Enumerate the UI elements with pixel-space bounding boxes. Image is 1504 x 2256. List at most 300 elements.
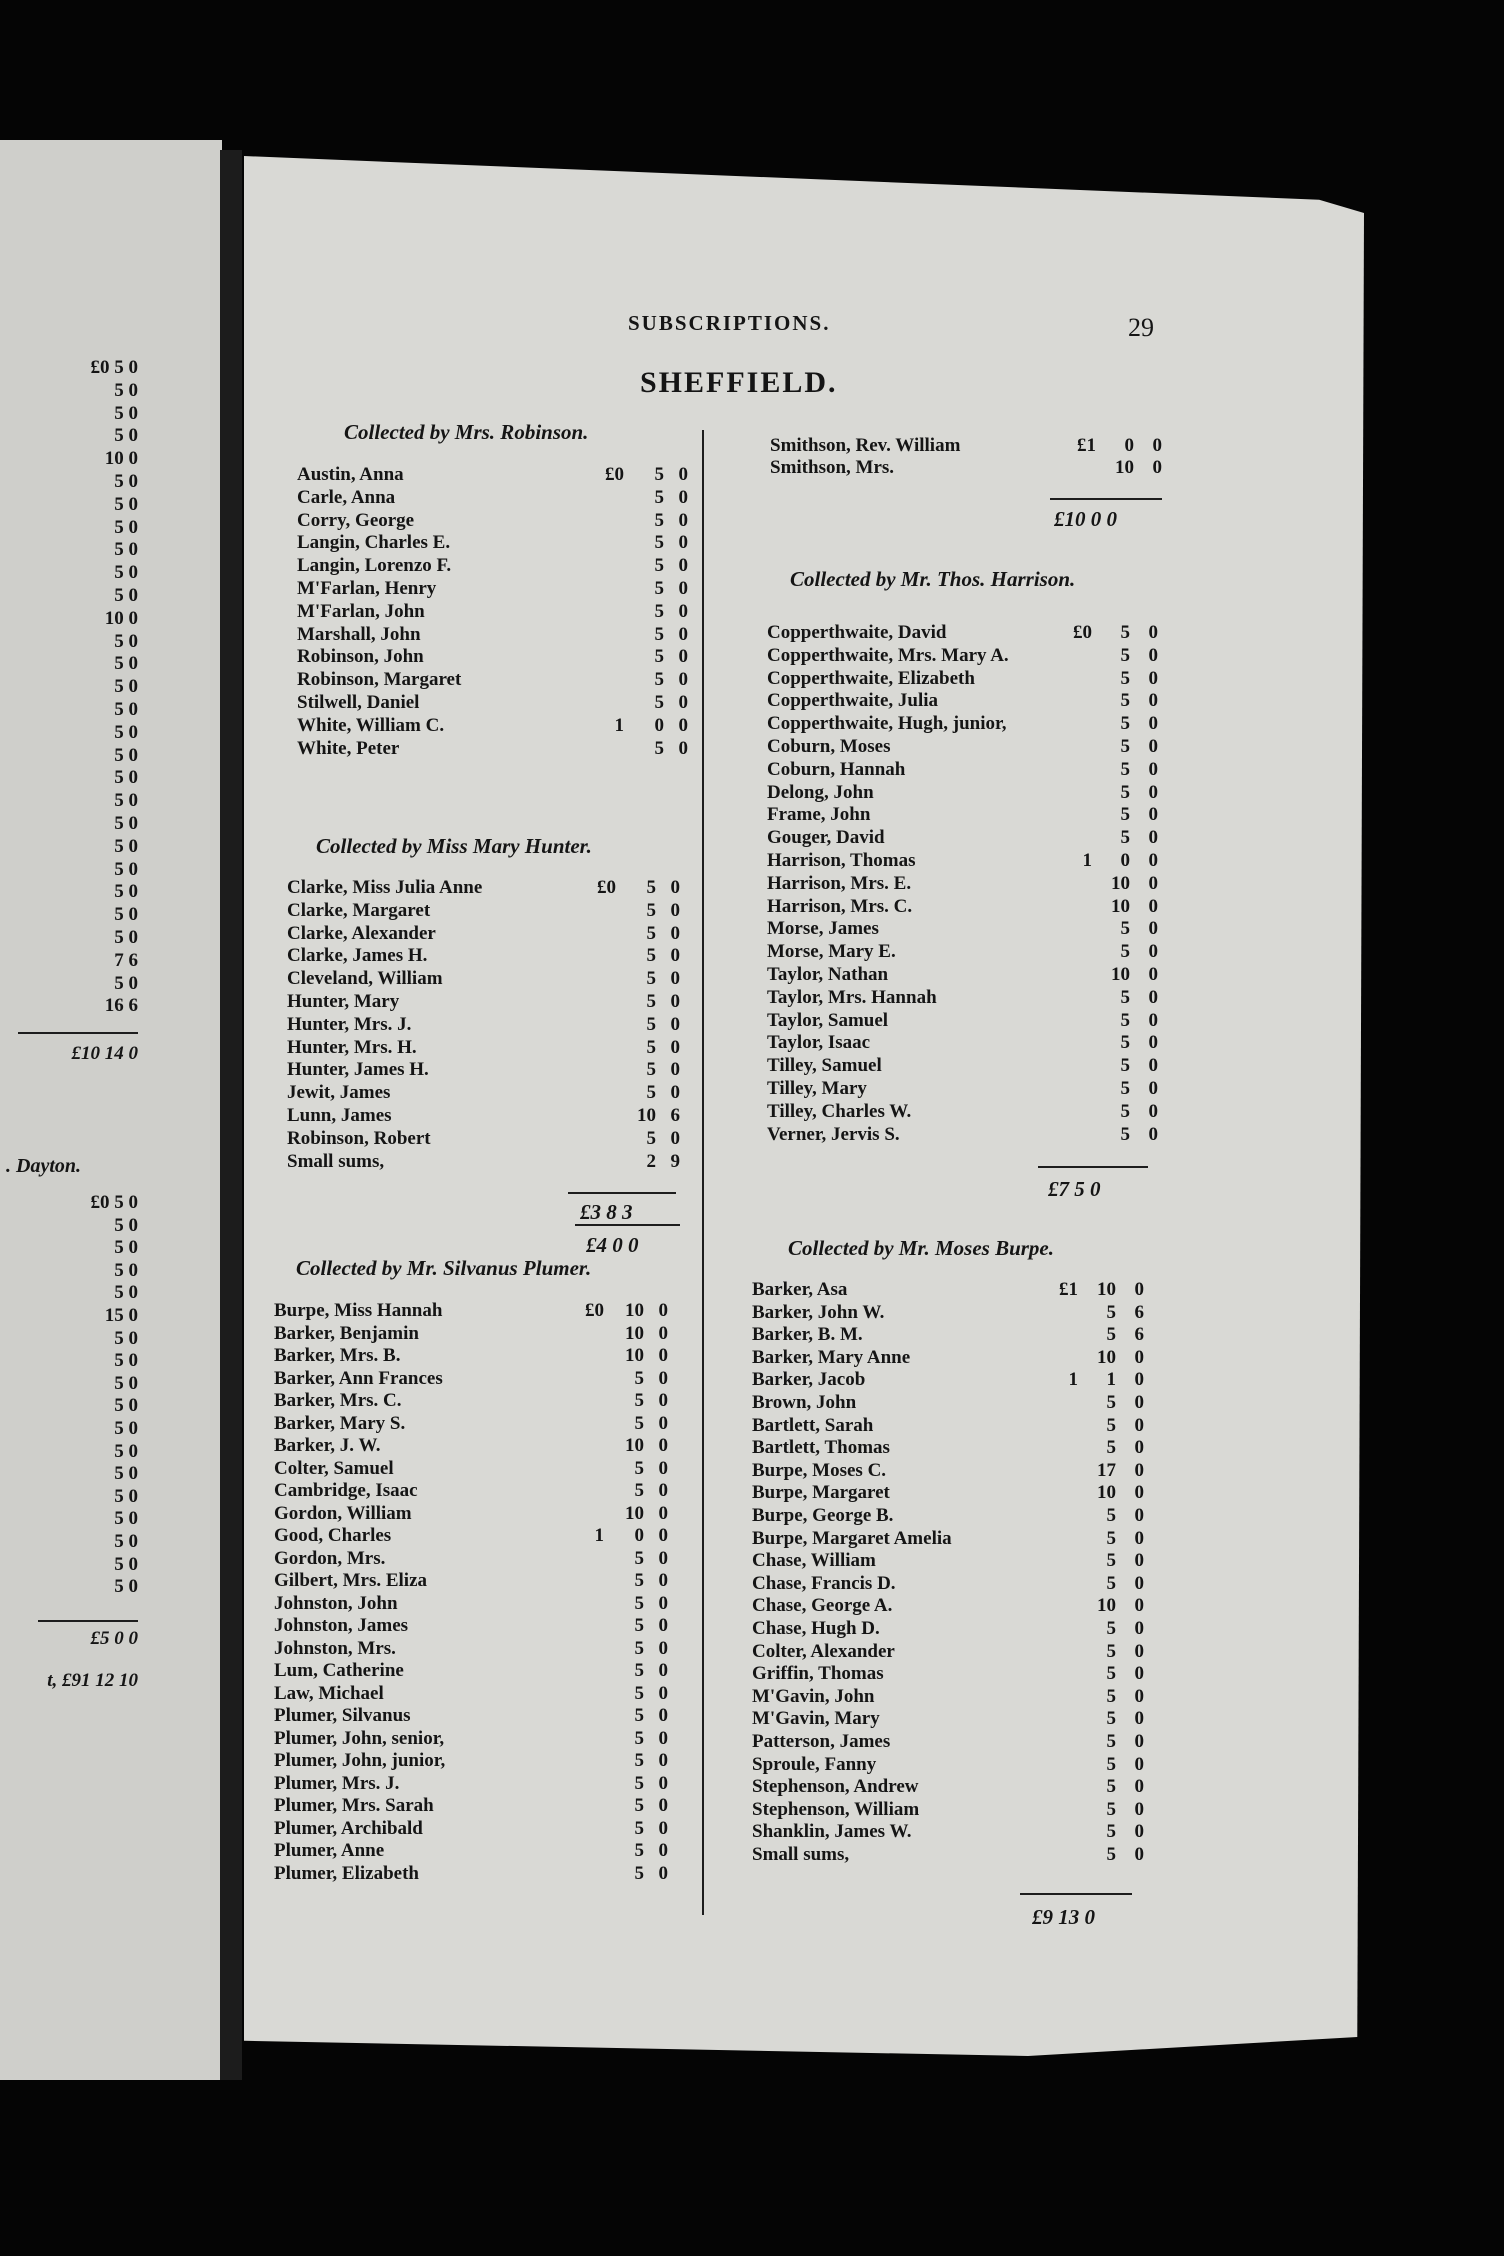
subscriber-row bbox=[767, 713, 1162, 735]
left-page-row bbox=[18, 790, 138, 813]
collector-heading: Collected by Mr. Moses Burpe. bbox=[788, 1236, 1054, 1260]
shillings-amount: 5 bbox=[1120, 1032, 1130, 1054]
subscriber-row bbox=[287, 1151, 684, 1173]
pence-amount: 0 bbox=[678, 555, 688, 577]
subscriber-name: Plumer, Archibald bbox=[274, 1817, 423, 1839]
shillings-amount: 5 bbox=[634, 1570, 644, 1591]
shillings-amount: 5 bbox=[1106, 1414, 1116, 1436]
left-page-row bbox=[18, 813, 138, 836]
left-page-row bbox=[18, 1192, 138, 1215]
block-total: £10 0 0 bbox=[1054, 507, 1117, 531]
subscriber-row bbox=[767, 850, 1162, 872]
amount: 7 6 bbox=[114, 949, 138, 971]
left-page-row bbox=[18, 927, 138, 950]
subscriber-name: Austin, Anna bbox=[297, 464, 404, 485]
pounds-amount: £0 bbox=[585, 1300, 604, 1321]
shillings-amount: 5 bbox=[646, 922, 656, 944]
total-rule bbox=[1050, 498, 1162, 500]
subscriber-name: Robinson, Margaret bbox=[297, 669, 462, 691]
subscriber-name: Burpe, Moses C. bbox=[752, 1459, 887, 1481]
shillings-amount: 5 bbox=[1120, 918, 1130, 940]
subscriber-name: Plumer, Mrs. J. bbox=[274, 1772, 400, 1794]
amount: 5 0 bbox=[114, 1418, 138, 1439]
subscriber-row bbox=[767, 896, 1162, 918]
amount: 5 0 bbox=[114, 471, 138, 492]
amount: 5 0 bbox=[114, 1440, 138, 1462]
subscriber-name: Sproule, Fanny bbox=[752, 1753, 877, 1775]
pence-amount: 0 bbox=[1148, 736, 1158, 757]
shillings-amount: 10 bbox=[1097, 1346, 1116, 1368]
shillings-amount: 10 bbox=[1097, 1482, 1116, 1504]
pence-amount: 0 bbox=[1148, 964, 1158, 985]
subscriber-name: Taylor, Samuel bbox=[767, 1009, 889, 1031]
subscriber-row bbox=[274, 1863, 672, 1885]
pence-amount: 0 bbox=[1148, 781, 1158, 803]
left-page-row bbox=[18, 1260, 138, 1283]
total-rule bbox=[1020, 1893, 1132, 1895]
shillings-amount: 5 bbox=[654, 600, 664, 622]
subscriber-row bbox=[297, 646, 692, 668]
subscriber-name: Burpe, Miss Hannah bbox=[274, 1300, 443, 1321]
subscriber-row bbox=[297, 464, 692, 486]
subscriber-name: Burpe, Margaret Amelia bbox=[752, 1527, 952, 1549]
amount: t, £91 12 10 bbox=[47, 1670, 138, 1691]
shillings-amount: 10 bbox=[1097, 1595, 1116, 1617]
shillings-amount: 5 bbox=[634, 1772, 644, 1794]
shillings-amount: 5 bbox=[1106, 1753, 1116, 1775]
pence-amount: 0 bbox=[1134, 1550, 1144, 1572]
subscriber-name: Griffin, Thomas bbox=[752, 1663, 884, 1685]
subscriber-row bbox=[752, 1821, 1148, 1843]
amount: 5 0 bbox=[114, 835, 138, 857]
shillings-amount: 5 bbox=[1106, 1798, 1116, 1820]
subscriber-row bbox=[767, 804, 1162, 826]
shillings-amount: 5 bbox=[634, 1412, 644, 1434]
left-page-heading: . Dayton. bbox=[6, 1155, 81, 1177]
shillings-amount: 5 bbox=[1120, 736, 1130, 757]
shillings-amount: 5 bbox=[654, 669, 664, 691]
left-page-row bbox=[18, 608, 138, 631]
shillings-amount: 10 bbox=[1111, 964, 1130, 985]
subscriber-row bbox=[752, 1754, 1148, 1776]
pence-amount: 0 bbox=[678, 714, 688, 736]
shillings-amount: 5 bbox=[634, 1862, 644, 1884]
pence-amount: 0 bbox=[1148, 622, 1158, 643]
amount: 5 0 bbox=[114, 1485, 138, 1507]
subscriber-name: Langin, Charles E. bbox=[297, 532, 451, 554]
pence-amount: 0 bbox=[1134, 1369, 1144, 1391]
pence-amount: 0 bbox=[1148, 1078, 1158, 1099]
subscriber-name: Robinson, John bbox=[297, 646, 424, 668]
left-page-row bbox=[18, 1441, 138, 1464]
pounds-amount: £1 bbox=[1059, 1279, 1078, 1300]
subscriber-name: Plumer, Elizabeth bbox=[274, 1862, 419, 1884]
block-total: £4 0 0 bbox=[586, 1233, 639, 1257]
subscriber-row bbox=[767, 1032, 1162, 1054]
shillings-amount: 5 bbox=[1106, 1505, 1116, 1526]
subscriber-name: Barker, John W. bbox=[752, 1301, 885, 1323]
left-page-row bbox=[18, 1576, 138, 1599]
left-page-row bbox=[18, 1237, 138, 1260]
subscriber-row bbox=[752, 1731, 1148, 1753]
shillings-amount: 5 bbox=[646, 877, 656, 898]
shillings-amount: 5 bbox=[646, 968, 656, 990]
subscriber-row bbox=[767, 782, 1162, 804]
amount: 5 0 bbox=[114, 653, 138, 675]
pence-amount: 0 bbox=[1134, 1527, 1144, 1549]
shillings-amount: 10 bbox=[1111, 895, 1130, 917]
pounds-amount: 1 bbox=[1068, 1369, 1078, 1391]
pence-amount: 0 bbox=[1148, 827, 1158, 849]
pence-amount: 0 bbox=[670, 1082, 680, 1104]
pence-amount: 0 bbox=[1134, 1572, 1144, 1594]
subscriber-row bbox=[287, 945, 684, 967]
shillings-amount: 5 bbox=[1120, 622, 1130, 643]
shillings-amount: 5 bbox=[1120, 941, 1130, 963]
subscriber-row bbox=[274, 1593, 672, 1615]
subscriber-name: Law, Michael bbox=[274, 1682, 384, 1704]
amount: 5 0 bbox=[114, 1214, 138, 1236]
left-page-row bbox=[18, 1305, 138, 1328]
shillings-amount: 5 bbox=[654, 737, 664, 759]
subscriber-name: White, Peter bbox=[297, 737, 400, 759]
left-page-row bbox=[18, 1554, 138, 1577]
left-page-row bbox=[18, 653, 138, 676]
subscriber-name: Morse, James bbox=[767, 918, 879, 940]
shillings-amount: 5 bbox=[1120, 827, 1130, 849]
subscriber-row bbox=[274, 1773, 672, 1795]
pence-amount: 0 bbox=[670, 991, 680, 1012]
left-page-row bbox=[18, 448, 138, 471]
left-page-row bbox=[18, 1463, 138, 1486]
subscriber-name: Chase, Hugh D. bbox=[752, 1618, 880, 1639]
pence-amount: 0 bbox=[1148, 1032, 1158, 1054]
subscriber-name: Barker, Mrs. B. bbox=[274, 1345, 401, 1366]
amount: 5 0 bbox=[114, 1350, 138, 1372]
pence-amount: 0 bbox=[658, 1862, 668, 1884]
subscriber-row bbox=[297, 715, 692, 737]
pounds-amount: £1 bbox=[1077, 435, 1096, 456]
total-rule bbox=[568, 1192, 676, 1194]
shillings-amount: 5 bbox=[634, 1480, 644, 1501]
subscriber-name: Stephenson, William bbox=[752, 1798, 920, 1820]
subscriber-name: Johnston, James bbox=[274, 1615, 409, 1636]
shillings-amount: 5 bbox=[1120, 1123, 1130, 1145]
pence-amount: 0 bbox=[658, 1322, 668, 1344]
subscriber-name: Clarke, Margaret bbox=[287, 899, 431, 921]
pence-amount: 0 bbox=[1148, 1055, 1158, 1077]
left-page-row bbox=[18, 1282, 138, 1305]
left-page-row bbox=[18, 699, 138, 722]
place-heading: SHEFFIELD. bbox=[640, 366, 838, 399]
page-number: 29 bbox=[1128, 313, 1154, 342]
subscriber-row bbox=[752, 1618, 1148, 1640]
pounds-amount: £0 bbox=[597, 877, 616, 898]
subscriber-name: Hunter, James H. bbox=[287, 1059, 429, 1081]
shillings-amount: 5 bbox=[1106, 1618, 1116, 1639]
subscriber-name: Copperthwaite, Julia bbox=[767, 690, 938, 712]
pence-amount: 0 bbox=[658, 1682, 668, 1704]
subscriber-row bbox=[752, 1528, 1148, 1550]
left-page-row bbox=[18, 1328, 138, 1351]
subscriber-row bbox=[752, 1595, 1148, 1617]
shillings-amount: 5 bbox=[1106, 1731, 1116, 1752]
amount: 5 0 bbox=[114, 1553, 138, 1575]
subscriber-row bbox=[274, 1345, 672, 1367]
subscriber-name: M'Farlan, Henry bbox=[297, 578, 437, 599]
pence-amount: 0 bbox=[658, 1615, 668, 1636]
subscriber-row bbox=[767, 941, 1162, 963]
total-rule bbox=[1038, 1166, 1148, 1168]
subscriber-name: Clarke, Miss Julia Anne bbox=[287, 877, 483, 898]
subscriber-row bbox=[297, 738, 692, 760]
subscriber-row bbox=[274, 1705, 672, 1727]
subscriber-row bbox=[287, 991, 684, 1013]
pence-amount: 0 bbox=[658, 1705, 668, 1726]
subscriber-name: Johnston, John bbox=[274, 1592, 398, 1614]
subscriber-name: White, William C. bbox=[297, 714, 445, 736]
pence-amount: 0 bbox=[670, 1013, 680, 1035]
pence-amount: 0 bbox=[658, 1390, 668, 1411]
left-page-row bbox=[18, 357, 138, 380]
pence-amount: 0 bbox=[658, 1840, 668, 1861]
pence-amount: 0 bbox=[1134, 1392, 1144, 1413]
left-page-row bbox=[18, 1418, 138, 1441]
subscriber-name: Jewit, James bbox=[287, 1082, 391, 1104]
pence-amount: 0 bbox=[658, 1592, 668, 1614]
subscriber-row bbox=[752, 1437, 1148, 1459]
shillings-amount: 5 bbox=[1120, 1100, 1130, 1122]
subscriber-row bbox=[274, 1818, 672, 1840]
shillings-amount: 5 bbox=[1120, 758, 1130, 780]
subscriber-row bbox=[274, 1435, 672, 1457]
subscriber-row bbox=[274, 1323, 672, 1345]
shillings-amount: 5 bbox=[654, 555, 664, 577]
subscriber-name: Harrison, Mrs. C. bbox=[767, 895, 913, 917]
pence-amount: 0 bbox=[658, 1457, 668, 1479]
amount: 10 0 bbox=[104, 448, 138, 470]
shillings-amount: 10 bbox=[1111, 872, 1130, 894]
pence-amount: 0 bbox=[678, 578, 688, 599]
subscriber-row bbox=[767, 873, 1162, 895]
amount: 5 0 bbox=[114, 972, 138, 994]
amount: 5 0 bbox=[114, 539, 138, 561]
amount: 5 0 bbox=[114, 790, 138, 812]
pence-amount: 0 bbox=[670, 922, 680, 944]
subscriber-name: Verner, Jervis S. bbox=[767, 1123, 900, 1145]
amount: £5 0 0 bbox=[90, 1628, 138, 1649]
subscriber-name: Tilley, Charles W. bbox=[767, 1100, 912, 1122]
subscriber-name: Small sums, bbox=[287, 1150, 385, 1172]
pence-amount: 0 bbox=[1134, 1821, 1144, 1843]
subscriber-name: Robinson, Robert bbox=[287, 1127, 431, 1149]
pence-amount: 0 bbox=[1148, 1123, 1158, 1145]
subscriber-row bbox=[767, 964, 1162, 986]
subscriber-row bbox=[297, 624, 692, 646]
total-rule bbox=[38, 1620, 138, 1622]
subscriber-row bbox=[770, 457, 1166, 479]
subscriber-row bbox=[297, 669, 692, 691]
amount: 5 0 bbox=[114, 585, 138, 606]
left-page-row bbox=[18, 904, 138, 927]
shillings-amount: 5 bbox=[1106, 1392, 1116, 1413]
subscriber-name: Lunn, James bbox=[287, 1105, 392, 1126]
collector-heading: Collected by Mr. Thos. Harrison. bbox=[790, 567, 1076, 591]
left-page-row bbox=[18, 585, 138, 608]
subscriber-name: Barker, Mary Anne bbox=[752, 1346, 911, 1368]
subscriber-name: Cambridge, Isaac bbox=[274, 1480, 418, 1501]
subscriber-row bbox=[287, 1014, 684, 1036]
subscriber-row bbox=[767, 1101, 1162, 1123]
shillings-amount: 10 bbox=[625, 1435, 644, 1456]
pence-amount: 0 bbox=[658, 1300, 668, 1321]
amount: 5 0 bbox=[114, 881, 138, 903]
shillings-amount: 5 bbox=[646, 1082, 656, 1104]
shillings-amount: 5 bbox=[634, 1682, 644, 1704]
shillings-amount: 5 bbox=[1106, 1844, 1116, 1865]
subscriber-row bbox=[752, 1392, 1148, 1414]
subscriber-name: Hunter, Mrs. J. bbox=[287, 1013, 412, 1035]
left-page-row bbox=[18, 995, 138, 1018]
left-page-row bbox=[18, 471, 138, 494]
shillings-amount: 5 bbox=[646, 991, 656, 1012]
shillings-amount: 2 bbox=[646, 1150, 656, 1172]
subscriber-row bbox=[274, 1458, 672, 1480]
amount: 5 0 bbox=[114, 858, 138, 880]
pence-amount: 0 bbox=[678, 737, 688, 759]
shillings-amount: 5 bbox=[1120, 781, 1130, 803]
subscriber-row bbox=[752, 1708, 1148, 1730]
subscriber-row bbox=[297, 532, 692, 554]
left-page-row bbox=[18, 859, 138, 882]
subscriber-row bbox=[767, 759, 1162, 781]
pence-amount: 0 bbox=[1148, 872, 1158, 894]
subscriber-row bbox=[274, 1638, 672, 1660]
subscriber-row bbox=[297, 487, 692, 509]
shillings-amount: 0 bbox=[1124, 435, 1134, 456]
shillings-amount: 5 bbox=[634, 1840, 644, 1861]
subscriber-name: Delong, John bbox=[767, 781, 874, 803]
pence-amount: 0 bbox=[670, 968, 680, 990]
left-page-row bbox=[18, 881, 138, 904]
shillings-amount: 10 bbox=[625, 1502, 644, 1524]
pence-amount: 0 bbox=[678, 509, 688, 531]
shillings-amount: 5 bbox=[1106, 1437, 1116, 1459]
amount: 5 0 bbox=[114, 1327, 138, 1349]
shillings-amount: 5 bbox=[1120, 1009, 1130, 1031]
pence-amount: 0 bbox=[1134, 1505, 1144, 1526]
subscriber-row bbox=[752, 1279, 1148, 1301]
block-total: £9 13 0 bbox=[1032, 1905, 1095, 1929]
subscriber-row bbox=[767, 827, 1162, 849]
subscriber-name: Cleveland, William bbox=[287, 968, 443, 990]
subscriber-name: Barker, Asa bbox=[752, 1279, 848, 1300]
shillings-amount: 5 bbox=[634, 1795, 644, 1816]
shillings-amount: 5 bbox=[634, 1817, 644, 1839]
pence-amount: 9 bbox=[670, 1150, 680, 1172]
subscriber-row bbox=[287, 1082, 684, 1104]
subscriber-name: Barker, Mrs. C. bbox=[274, 1390, 402, 1411]
shillings-amount: 5 bbox=[1106, 1640, 1116, 1662]
pence-amount: 0 bbox=[670, 945, 680, 967]
left-page-total bbox=[18, 1043, 138, 1066]
pounds-amount: £0 bbox=[1073, 622, 1092, 643]
subscriber-row bbox=[274, 1795, 672, 1817]
pence-amount: 0 bbox=[1134, 1618, 1144, 1639]
block-total: £7 5 0 bbox=[1048, 1177, 1101, 1201]
subscriber-row bbox=[274, 1413, 672, 1435]
shillings-amount: 5 bbox=[1120, 713, 1130, 735]
subscriber-name: Clarke, Alexander bbox=[287, 922, 436, 944]
subscriber-row bbox=[287, 968, 684, 990]
shillings-amount: 5 bbox=[634, 1547, 644, 1569]
subscriber-name: Morse, Mary E. bbox=[767, 941, 896, 963]
left-page-row bbox=[18, 562, 138, 585]
pence-amount: 0 bbox=[1134, 1663, 1144, 1685]
amount: 5 0 bbox=[114, 1463, 138, 1485]
subscriber-name: M'Gavin, Mary bbox=[752, 1708, 880, 1730]
subscriber-row bbox=[297, 692, 692, 714]
shillings-amount: 5 bbox=[646, 945, 656, 967]
pounds-amount: 1 bbox=[614, 714, 624, 736]
shillings-amount: 5 bbox=[654, 646, 664, 668]
subscriber-row bbox=[297, 555, 692, 577]
subscriber-row bbox=[297, 578, 692, 600]
pence-amount: 0 bbox=[678, 646, 688, 668]
shillings-amount: 1 bbox=[1106, 1369, 1116, 1391]
subscriber-name: Chase, William bbox=[752, 1550, 876, 1572]
left-page-row bbox=[18, 1531, 138, 1554]
subscriber-row bbox=[752, 1415, 1148, 1437]
left-page-row bbox=[18, 631, 138, 654]
pence-amount: 0 bbox=[1148, 941, 1158, 963]
subscriber-name: Stilwell, Daniel bbox=[297, 692, 420, 713]
subscriber-name: Copperthwaite, Hugh, junior, bbox=[767, 713, 1007, 735]
subscriber-name: Plumer, John, senior, bbox=[274, 1727, 445, 1749]
subscriber-row bbox=[767, 1078, 1162, 1100]
collector-heading: Collected by Mr. Silvanus Plumer. bbox=[296, 1256, 592, 1280]
subscriber-name: Colter, Alexander bbox=[752, 1640, 895, 1662]
shillings-amount: 5 bbox=[1106, 1708, 1116, 1730]
pence-amount: 0 bbox=[1148, 690, 1158, 712]
pence-amount: 0 bbox=[658, 1637, 668, 1659]
subscriber-row bbox=[287, 923, 684, 945]
subscriber-name: Tilley, Samuel bbox=[767, 1055, 882, 1077]
pence-amount: 0 bbox=[670, 1059, 680, 1081]
pounds-amount: 1 bbox=[1082, 850, 1092, 871]
subscriber-row bbox=[287, 1128, 684, 1150]
pence-amount: 0 bbox=[678, 623, 688, 645]
subscriber-row bbox=[274, 1615, 672, 1637]
subscriber-name: Gordon, Mrs. bbox=[274, 1547, 386, 1569]
shillings-amount: 5 bbox=[654, 509, 664, 531]
subscriber-row bbox=[767, 690, 1162, 712]
pence-amount: 6 bbox=[670, 1105, 680, 1126]
amount: 5 0 bbox=[114, 425, 138, 447]
pence-amount: 0 bbox=[1148, 713, 1158, 735]
shillings-amount: 5 bbox=[1106, 1776, 1116, 1798]
subscriber-name: Barker, Benjamin bbox=[274, 1322, 419, 1344]
amount: 5 0 bbox=[114, 1508, 138, 1530]
subscriber-row bbox=[752, 1460, 1148, 1482]
shillings-amount: 5 bbox=[646, 1036, 656, 1058]
pence-amount: 0 bbox=[1134, 1844, 1144, 1865]
pence-amount: 0 bbox=[1148, 758, 1158, 780]
left-page-row bbox=[18, 836, 138, 859]
subscriber-name: Carle, Anna bbox=[297, 486, 396, 508]
shillings-amount: 5 bbox=[634, 1615, 644, 1636]
subscriber-row bbox=[752, 1641, 1148, 1663]
